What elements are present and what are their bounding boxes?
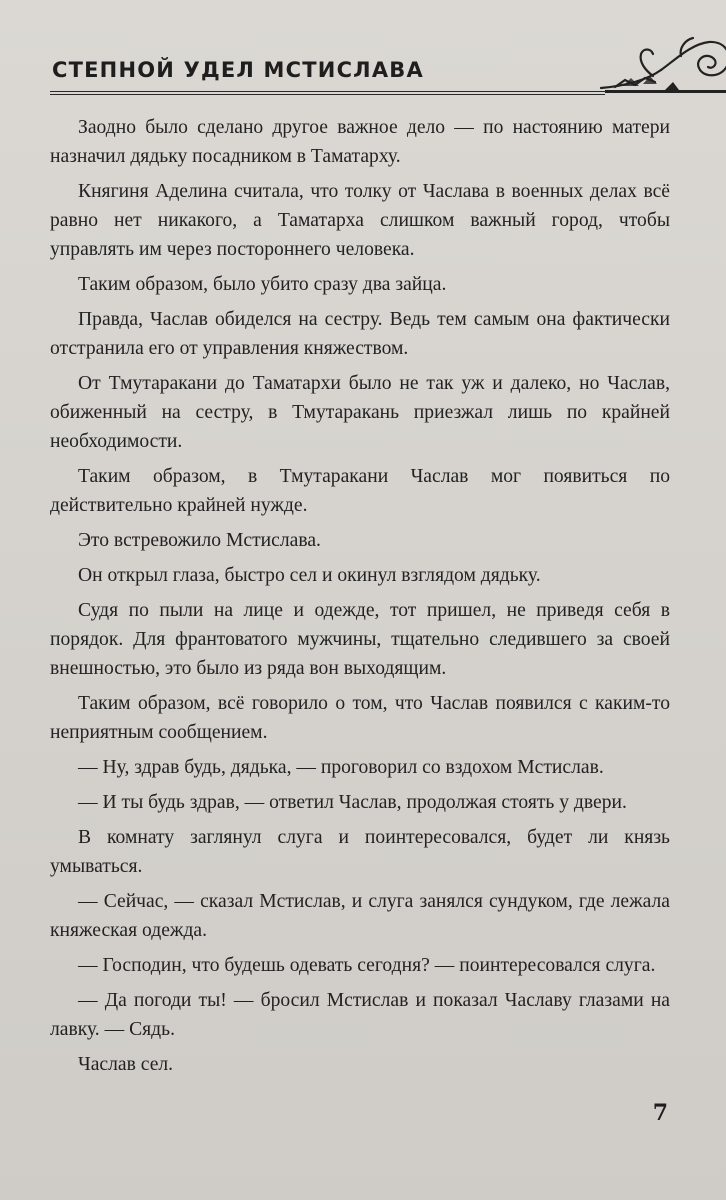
paragraph: Судя по пыли на лице и одежде, тот пришел, не приведя себя в порядок. Для франтоватого мужчины, тщательно следившего за своей внешностью, это было из ряда вон выходящим. bbox=[50, 600, 670, 679]
paragraph: Таким образом, было убито сразу два зайца. bbox=[78, 274, 447, 295]
paragraph: Заодно было сделано другое важное дело — по настоянию матери назначил дядьку посадником в Таматарху. bbox=[50, 117, 670, 167]
header-rule bbox=[50, 91, 605, 95]
paragraph: — И ты будь здрав, — ответил Часлав, продолжая стоять у двери. bbox=[78, 792, 627, 813]
paragraph: — Сейчас, — сказал Мстислав, и слуга занялся сундуком, где лежала княжеская одежда. bbox=[50, 891, 670, 941]
page-header bbox=[50, 48, 690, 98]
paragraph: В комнату заглянул слуга и поинтересовался, будет ли князь умываться. bbox=[50, 827, 670, 877]
ornament-scroll-icon bbox=[595, 30, 726, 96]
paragraph: — Господин, что будешь одевать сегодня? — поинтересовался слуга. bbox=[78, 955, 656, 976]
paragraph: Таким образом, в Тмутаракани Часлав мог появиться по действительно крайней нужде. bbox=[50, 466, 670, 516]
paragraph: Правда, Часлав обиделся на сестру. Ведь тем самым она фактически отстранила его от управления княжеством. bbox=[50, 309, 670, 359]
paragraph: Он открыл глаза, быстро сел и окинул взглядом дядьку. bbox=[78, 565, 541, 586]
page-number: 7 bbox=[652, 1100, 668, 1126]
paragraph: Княгиня Аделина считала, что толку от Часлава в военных делах всё равно нет никакого, а Таматарха слишком важный город, чтобы управлять им через постороннего человека. bbox=[50, 181, 670, 260]
paragraph: Таким образом, всё говорило о том, что Часлав появился с каким-то неприятным сообщением. bbox=[50, 693, 670, 743]
running-title: СТЕПНОЙ УДЕЛ МСТИСЛАВА bbox=[52, 58, 424, 82]
body-text bbox=[50, 113, 670, 1085]
paragraph: — Да погоди ты! — бросил Мстислав и показал Чаславу глазами на лавку. — Сядь. bbox=[50, 990, 670, 1040]
paragraph: От Тмутаракани до Таматархи было не так уж и далеко, но Часлав, обиженный на сестру, в Тмутаракань приезжал лишь по крайней необходимости. bbox=[50, 373, 670, 452]
paragraph: Это встревожило Мстислава. bbox=[78, 530, 321, 551]
paragraph: Часлав сел. bbox=[78, 1054, 174, 1075]
paragraph: — Ну, здрав будь, дядька, — проговорил со вздохом Мстислав. bbox=[78, 757, 604, 778]
